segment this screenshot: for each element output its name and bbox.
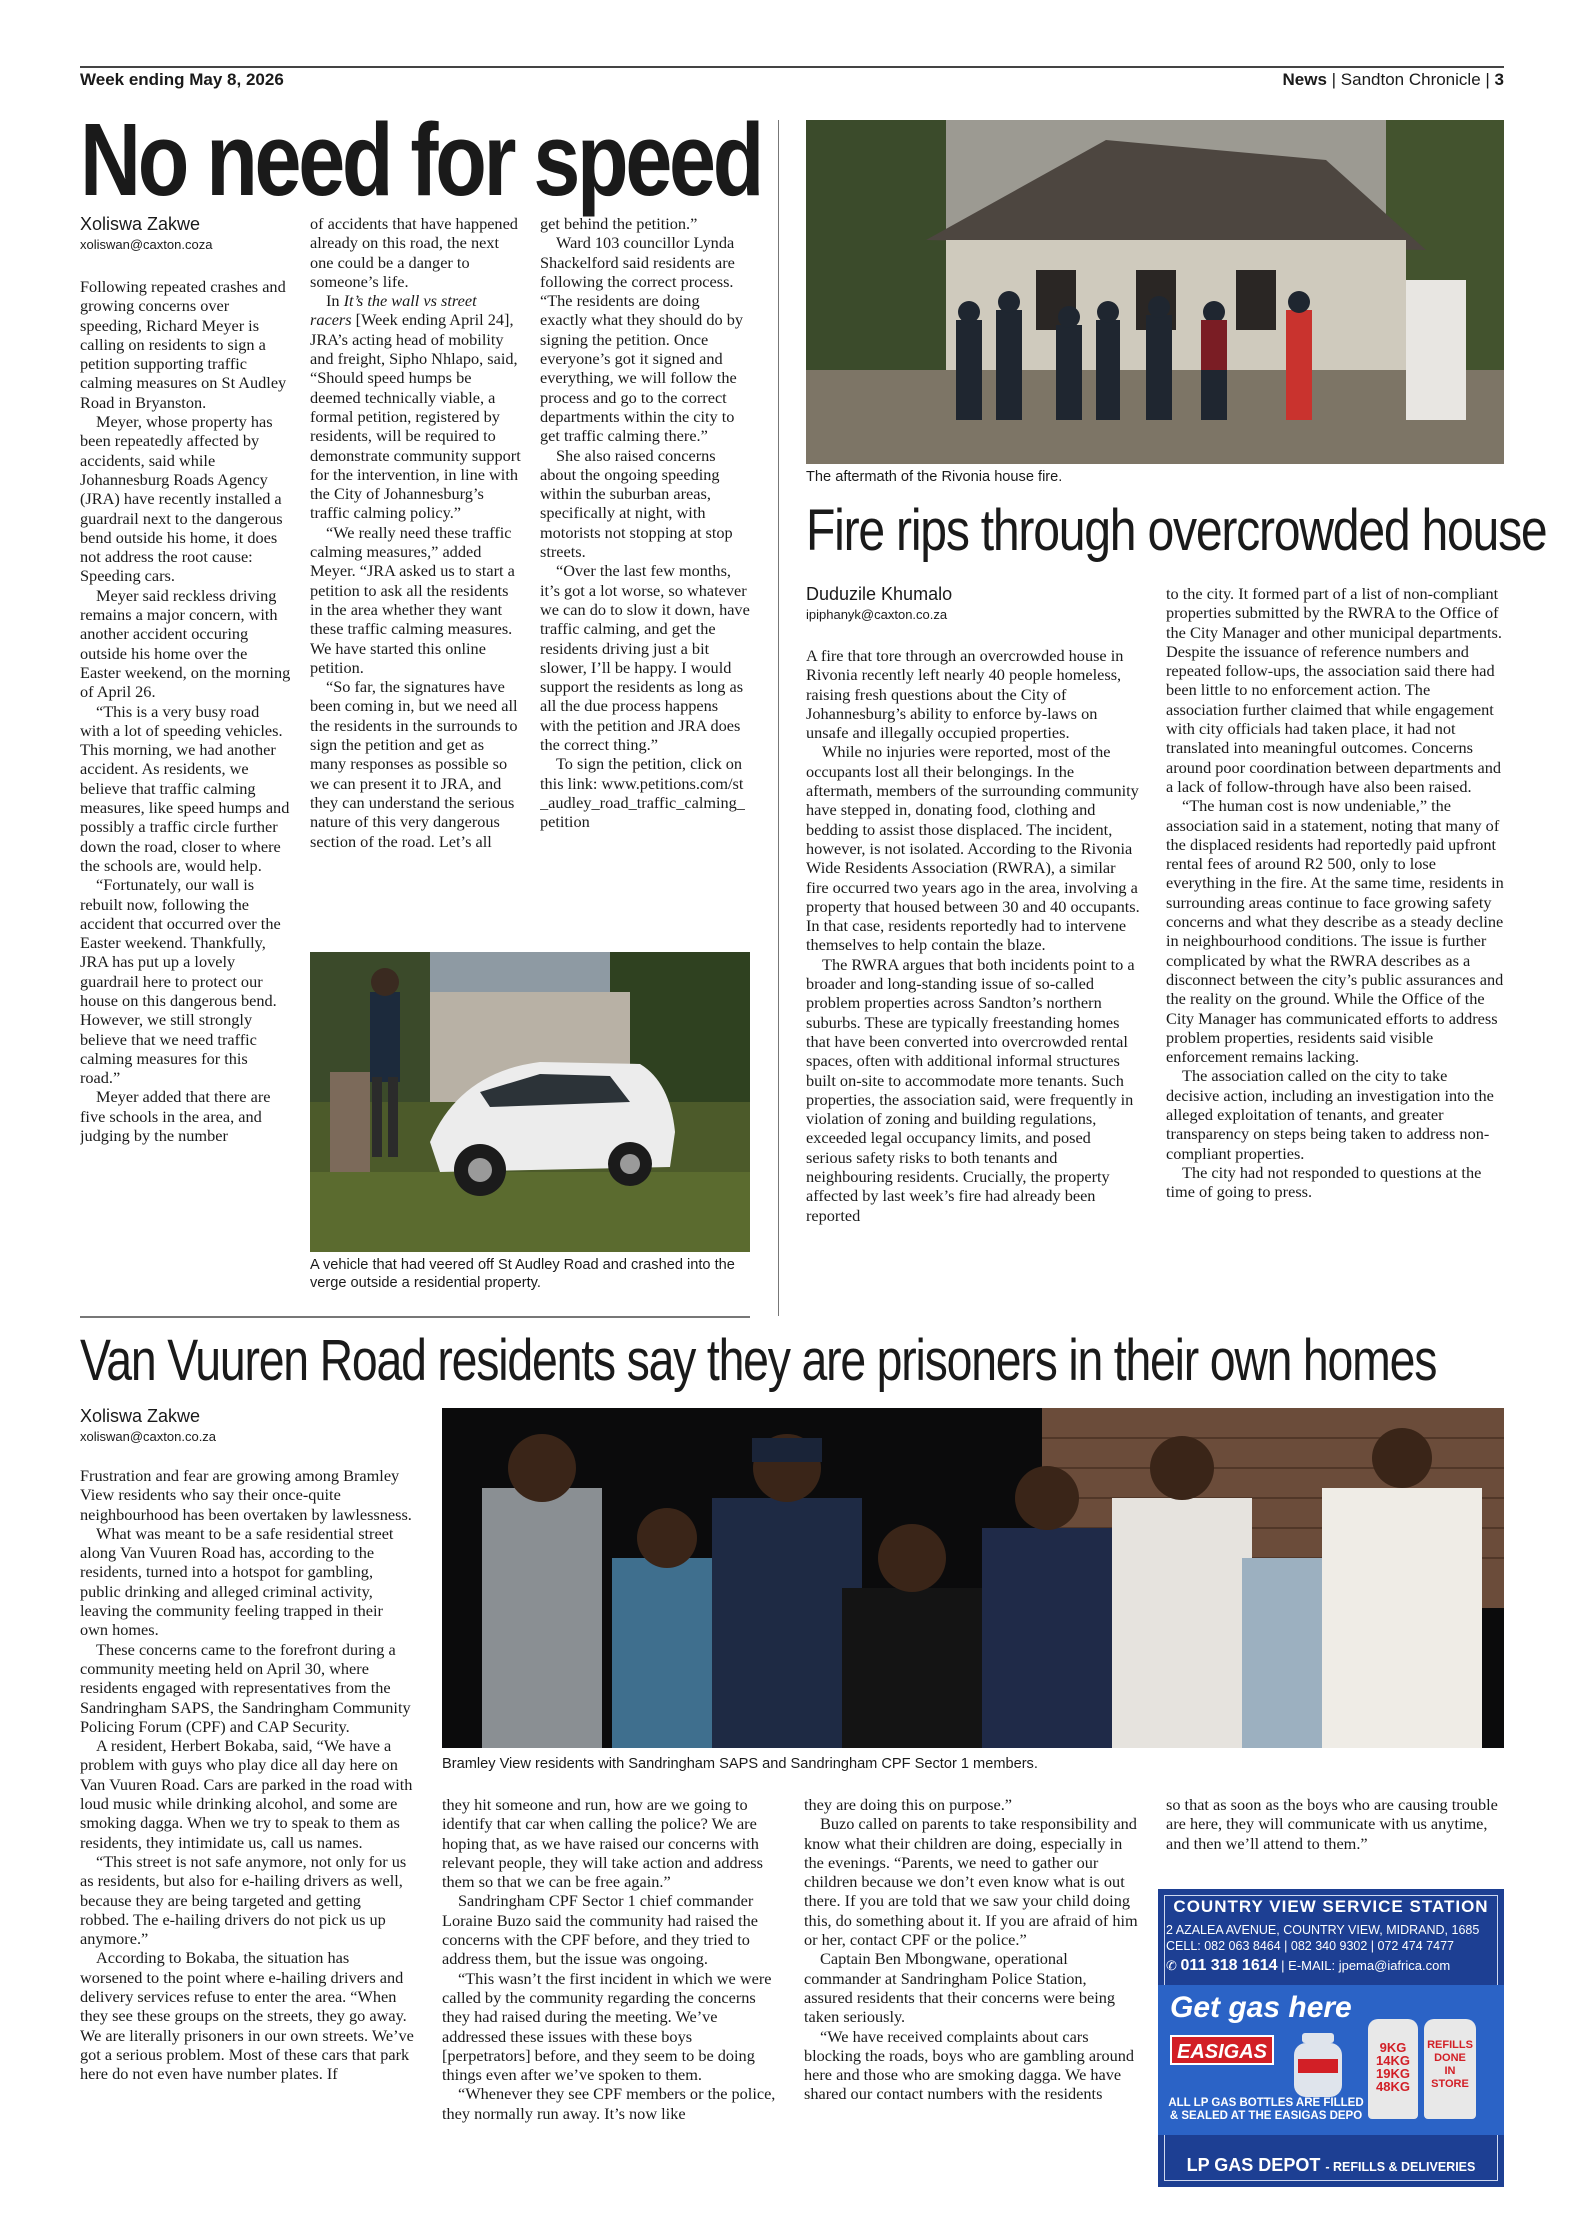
paragraph: “The human cost is now undeniable,” the association said in a statement, noting that many of the displaced residents had reportedly paid upfront rental fees of around R2 500, only to lose everything in the fire. At the same time, residents in surrounding areas continue to face growing safety concerns and what they describe as a steady decline in neighbourhood conditions. The issue is further complicated by what the RWRA describes as a disconnect between the city’s public assurances and the reality on the ground. While the Office of the City Manager has communicated efforts to address problem properties, residents said visible enforcement remains lacking.	[1166, 796, 1504, 1067]
paragraph: A resident, Herbert Bokaba, said, “We have a problem with guys who play dice all day here on Van Vuuren Road. Cars are parked in the road with loud music while drinking alcohol, and some are smoking dagga. When we try to speak to them as residents, they intimidate us, call us names.	[80, 1736, 413, 1852]
paragraph: Sandringham CPF Sector 1 chief commander Loraine Buzo said the community had raised the concerns with the CPF before, and they tried to address them, but the issue was ongoing.	[442, 1891, 759, 1969]
paragraph: Meyer added that there are five schools in the area, and judging by the number	[80, 1087, 271, 1146]
gas-cylinder-icon	[1288, 2029, 1348, 2099]
size-label: 19KG	[1376, 2066, 1410, 2081]
crash-scene-illustration	[310, 952, 750, 1252]
paragraph: Ward 103 councillor Lynda Shackelford said residents are following the correct process. “The residents are doing exactly what they should do by signing the petition. Once everyone’s got it signed and everything, we will follow the process and go to the correct departments within the city to get traffic calming there.”	[540, 233, 744, 446]
story3-column-2	[442, 1795, 776, 2188]
story2-column-1	[806, 646, 1140, 1316]
paragraph: The city had not responded to questions at the time of going to press.	[1166, 1162, 1482, 1202]
size-label: 14KG	[1376, 2053, 1410, 2068]
fire-photo	[806, 120, 1504, 464]
advert-filled-note: ALL LP GAS BOTTLES ARE FILLED & SEALED AT THE EASIGAS DEPO	[1168, 2097, 1364, 2122]
article-reference: It’s the wall vs street racers	[310, 291, 477, 330]
size-label: 48KG	[1376, 2079, 1410, 2094]
advert-footer-sub: - REFILLS & DELIVERIES	[1325, 2160, 1476, 2174]
fire-photo-caption: The aftermath of the Rivonia house fire.	[806, 469, 1063, 485]
section-name: News	[1282, 70, 1327, 89]
advert-footer	[1158, 2143, 1504, 2187]
refill-label: DONE	[1434, 2052, 1466, 2064]
story1-column-1	[80, 277, 292, 1297]
advert-footer-main: LP GAS DEPOT	[1186, 2155, 1321, 2175]
residents-photo-caption: Bramley View residents with Sandringham SAPS and Sandringham CPF Sector 1 members.	[442, 1756, 1038, 1772]
text-run: In	[326, 291, 344, 311]
section-divider	[80, 1316, 750, 1318]
paragraph: “We have received complaints about cars blocking the roads, boys who are gambling around here and those who are smoking dagga. We have shared our contact numbers with the residents	[804, 2026, 1135, 2104]
story3-byline	[80, 1406, 216, 1444]
story3-headline: Van Vuuren Road residents say they are prisoners in their own homes	[80, 1328, 1437, 1393]
paragraph: “Over the last few months, it’s got a lot worse, so whatever we can do to slow it down, have traffic calming, and get the residents driving just a bit slower, I’ll be happy. I would support the residents as long as all the due process happens with the petition and JRA does the correct thing.”	[540, 561, 750, 755]
paragraph: What was meant to be a safe residential street along Van Vuuren Road has, according to the residents, turned into a hotspot for gambling, public drinking and alleged criminal activity, leaving the community feeling trapped in their own homes.	[80, 1523, 394, 1640]
paragraph: “Fortunately, our wall is rebuilt now, following the accident that occurred over the Easter weekend. Thankfully, JRA has put up a lovely guardrail here to protect our house on this dangerous bend. However, we still strongly believe that we need traffic calming measures for this road.”	[80, 875, 281, 1088]
paragraph: “We really need these traffic calming measures,” added Meyer. “JRA asked us to start a petition to ask all the residents in the area whether they want these traffic calming measures. We have started this online petition.	[310, 522, 515, 677]
story2-byline	[806, 584, 952, 622]
story1-byline	[80, 214, 212, 252]
story2-email: ipiphanyk@caxton.co.za	[806, 607, 948, 622]
refill-label: REFILLS	[1427, 2039, 1473, 2051]
story1-email: xoliswan@caxton.coza	[80, 237, 213, 252]
advert-get-gas: Get gas here	[1170, 1991, 1352, 2024]
text-run: [Week ending April 24], JRA’s acting head of mobility and freight, Sipho Nhlapo, said, “Should speed humps be deemed technically viable, a formal petition, registered by residents, will be required to demonstrate community support for the intervention, in line with the City of Johannesburg’s traffic calming policy.”	[310, 310, 521, 523]
night-group-illustration	[442, 1408, 1504, 1748]
advert-cell: CELL: 082 063 8464 | 082 340 9302 | 072 474 7477	[1166, 1939, 1454, 1953]
paragraph: “Whenever they see CPF members or the police, they normally run away. It’s now like	[442, 2084, 776, 2123]
story2-author: Duduzile Khumalo	[806, 584, 953, 604]
story2-column-2	[1166, 584, 1504, 1316]
advert-business-name: COUNTRY VIEW SERVICE STATION	[1173, 1897, 1489, 1916]
paragraph: “This wasn’t the first incident in which we were called by the community regarding the concerns they had raised during the meeting. We’ve addressed these issues with these boys [perpetrators] before, and they seem to be doing things even after we’ve spoken to them.	[442, 1968, 772, 2085]
paragraph: of accidents that have happened already on this road, the next one could be a danger to someone’s life.	[310, 214, 518, 291]
paragraph: The RWRA argues that both incidents point to a broader and long-standing issue of so-called problem properties across Sandton’s northern suburbs. These are typically freestanding homes that have been converted into overcrowded rental spaces, often with additional informal structures built on-site to accommodate more tenants. Such properties, the association said, were frequently in violation of zoning and building regulations, exceeded legal occupancy limits, and posed serious safety risks to both tenants and neighbouring residents. Crucially, the property affected by last week’s fire had already been reported	[806, 954, 1135, 1225]
paragraph: “This is a very busy road with a lot of speeding vehicles. This morning, we had another accident. As residents, we believe that traffic calming measures, like speed humps and possibly a traffic circle further down the road, closer to where the schools are, would help.	[80, 701, 290, 875]
crash-photo-caption: A vehicle that had veered off St Audley Road and crashed into the verge outside a residential property.	[310, 1257, 735, 1291]
refills-badge	[1424, 2019, 1476, 2119]
advert-phone: 011 318 1614	[1180, 1957, 1278, 1974]
advert-address: 2 AZALEA AVENUE, COUNTRY VIEW, MIDRAND, 1685	[1166, 1923, 1480, 1937]
paragraph: She also raised concerns about the ongoing speeding within the suburban areas, specifically at night, with motorists not stopping at stop streets.	[540, 445, 733, 562]
paragraph: so that as soon as the boys who are causing trouble are here, they will communicate with us anytime, and then we’ll attend to them.”	[1166, 1795, 1498, 1853]
paragraph: Following repeated crashes and growing concerns over speeding, Richard Meyer is calling on residents to sign a petition supporting traffic calming measures on St Audley Road in Bryanston.	[80, 277, 287, 412]
cylinder-sizes	[1368, 2019, 1418, 2119]
advert-gas-panel	[1158, 1985, 1504, 2135]
story3-column-3	[804, 1795, 1138, 2188]
column-divider	[778, 120, 779, 1316]
paragraph: get behind the petition.”	[540, 214, 698, 233]
paragraph: “So far, the signatures have been coming in, but we need all the residents in the surrounds to sign the petition and get as many responses as possible so we can present it to JRA, and they can understand the serious nature of this very dangerous section of the road. Let’s all	[310, 677, 518, 851]
phone-icon: ✆	[1166, 1958, 1177, 1973]
story1-column-3	[540, 214, 750, 940]
paragraph: Captain Ben Mbongwane, operational commander at Sandringham Police Station, assured residents that their concerns were being taken seriously.	[804, 1949, 1116, 2027]
paragraph: According to Bokaba, the situation has worsened to the point where e-hailing drivers and delivery services refuse to enter the area. “When they see these groups on the streets, they go away. We are literally prisoners in our own streets. We’ve got a serious problem. Most of these cars that park here do not even have number plates. If	[80, 1948, 414, 2084]
story3-email: xoliswan@caxton.co.za	[80, 1429, 217, 1444]
paragraph: “This street is not safe anymore, not only for us as residents, but also for e-hailing drivers as well, because they are being targeted and getting robbed. The e-hailing drivers do not pick us up anymore.”	[80, 1851, 407, 1949]
paragraph: The association called on the city to take decisive action, including an investigation into the alleged exploitation of tenants, and greater transparency on steps being taken to address non-compliant properties.	[1166, 1066, 1494, 1163]
paragraph: Frustration and fear are growing among Bramley View residents who say their once-quite neighbourhood has been overtaken by lawlessness.	[80, 1466, 412, 1524]
paragraph: Meyer, whose property has been repeatedly affected by accidents, said while Johannesburg Roads Agency (JRA) have recently installed a guardrail next to the dangerous bend outside his home, it does not address the root cause: Speeding cars.	[80, 412, 283, 586]
paragraph: they hit someone and run, how are we going to identify that car when calling the police? We are hoping that, as we have raised our concerns with relevant people, they will take action and address them so that we can be free again.”	[442, 1795, 763, 1892]
story2-headline: Fire rips through overcrowded house	[806, 498, 1547, 563]
page-number: 3	[1494, 70, 1504, 89]
paragraph: Meyer said reckless driving remains a major concern, with another accident occuring outside his home over the Easter weekend, on the morning of April 26.	[80, 585, 291, 702]
crash-photo	[310, 952, 750, 1252]
residents-group-photo	[442, 1408, 1504, 1748]
paragraph: they are doing this on purpose.”	[804, 1795, 1012, 1814]
refill-label: STORE	[1431, 2078, 1469, 2090]
story3-author: Xoliswa Zakwe	[80, 1406, 201, 1426]
story3-column-4	[1166, 1795, 1504, 1875]
refill-label: IN	[1444, 2065, 1456, 2077]
size-label: 9KG	[1379, 2040, 1407, 2055]
country-view-advert	[1158, 1889, 1504, 2187]
paragraph: to the city. It formed part of a list of non-compliant properties submitted by the RWRA to the Office of the City Manager and other municipal departments. Despite the issuance of reference numbers and repeated follow-ups, the association said there had been little to no enforcement action. The association further claimed that while engagement with city officials had taken place, it had not translated into meaningful outcomes. Concerns around poor coordination between departments and a lack of follow-through have also been raised.	[1166, 584, 1502, 796]
paragraph	[310, 291, 522, 523]
header-rule	[80, 66, 1504, 68]
paragraph: These concerns came to the forefront during a community meeting held on April 30, where residents engaged with representatives from the Sandringham SAPS, the Sandringham Community Policing Forum (CPF) and CAP Security.	[80, 1639, 411, 1736]
story3-column-1	[80, 1466, 414, 2188]
advert-address-block	[1166, 1922, 1479, 1954]
advert-email: | E-MAIL: jpema@iafrica.com	[1281, 1958, 1451, 1973]
story1-author: Xoliswa Zakwe	[80, 214, 201, 234]
story1-column-2	[310, 214, 522, 940]
story1-headline: No need for speed	[80, 102, 762, 217]
paper-name: Sandton Chronicle	[1340, 70, 1481, 89]
paragraph: A fire that tore through an overcrowded house in Rivonia recently left nearly 40 people homeless, raising fresh questions about the City of Johannesburg’s ability to enforce by-laws on unsafe and illegally occupied properties.	[806, 646, 1124, 743]
burnt-house-illustration	[806, 120, 1504, 464]
paragraph: While no injuries were reported, most of the occupants lost all their belongings. In the aftermath, members of the surrounding community have stepped in, donating food, clothing and bedding to assist those displaced. The incident, however, is not isolated. According to the Rivonia Wide Residents Association (RWRA), a similar fire occurred two years ago in the area, involving a property that housed between 30 and 40 occupants. In that case, residents reportedly had to intervene themselves to help contain the blaze.	[806, 742, 1140, 955]
paragraph: To sign the petition, click on this link: www.petitions.com/st_audley_road_traffic_calming_petition	[540, 754, 745, 832]
issue-date: Week ending May 8, 2026	[80, 70, 284, 89]
page-header-right: News | Sandton Chronicle | 3	[1282, 70, 1504, 89]
paragraph: Buzo called on parents to take responsibility and know what their children are doing, especially in the evenings. “Parents, we need to gather our children because we don’t even know what is out there. If you are told that we saw your child doing this, do something about it. If you are afraid of him or her, contact CPF or the police.”	[804, 1814, 1138, 1950]
advert-contact	[1166, 1957, 1450, 1975]
easigas-logo: EASIGAS	[1170, 2035, 1274, 2065]
